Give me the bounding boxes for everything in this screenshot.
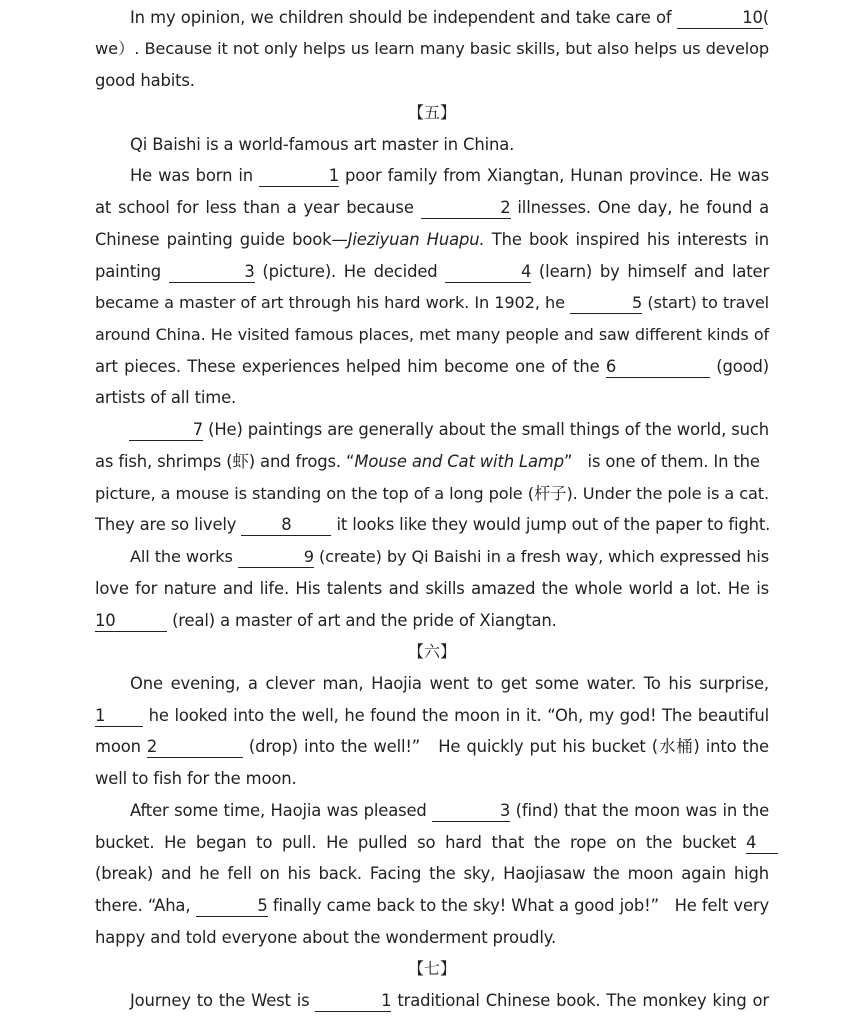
text-line: [130, 7, 769, 29]
answer-blank-10[interactable]: [95, 612, 167, 632]
text-segment: (find) that the moon was in the: [515, 801, 770, 820]
text-segment: In my opinion, we children should be independent and take care of: [130, 8, 672, 27]
text-line: [95, 705, 769, 727]
text-segment: (start) to travel: [647, 293, 769, 312]
text-segment: Journey to the West is: [130, 991, 310, 1010]
blank-number: 4: [520, 262, 532, 281]
answer-blank-5[interactable]: [570, 294, 642, 314]
text-segment: The book inspired his interests in: [491, 230, 769, 249]
text-segment: well to fish for the moon.: [95, 769, 297, 788]
text-segment: artists of all time.: [95, 388, 237, 407]
text-line: [95, 387, 769, 409]
text-segment: love for nature and life. His talents and skills amazed the whole world a lot. He is: [95, 579, 769, 598]
text-segment: painting: [95, 262, 161, 281]
blank-number: 3: [244, 262, 255, 281]
blank-number: 4: [746, 833, 757, 852]
answer-blank-10[interactable]: [677, 9, 763, 29]
text-segment: there. “Aha,: [95, 896, 191, 915]
text-segment: poor family from Xiangtan, Hunan province. He was: [345, 166, 770, 185]
text-segment: Chinese painting guide book—: [95, 230, 348, 249]
answer-blank-2[interactable]: [147, 738, 243, 758]
text-segment: One evening, a clever man, Haojia went to get some water. To his surprise,: [130, 674, 769, 693]
text-line: [95, 70, 769, 92]
text-segment: Qi Baishi is a world-famous art master in China.: [130, 135, 515, 154]
text-line: [95, 610, 769, 632]
section-header-six: 【六】: [407, 642, 456, 661]
blank-number: 1: [381, 991, 392, 1010]
text-line: [95, 927, 769, 949]
blank-number: 2: [500, 198, 511, 217]
answer-blank-1[interactable]: [259, 167, 339, 187]
answer-blank-1[interactable]: [95, 707, 143, 727]
text-segment: bucket. He began to pull. He pulled so hard that the rope on the bucket: [95, 833, 737, 852]
section-header-seven: 【七】: [407, 959, 456, 978]
text-segment: (: [762, 8, 769, 27]
text-segment: at school for less than a year because: [95, 198, 414, 217]
text-segment: around China. He visited famous places, met many people and saw different kinds of: [95, 325, 769, 344]
text-line: [95, 736, 769, 758]
text-line: [130, 800, 769, 822]
text-segment: became a master of art through his hard work. In 1902, he: [95, 293, 565, 312]
text-line: [129, 419, 769, 441]
text-segment: ” is one of them. In the: [563, 452, 760, 471]
text-segment: as fish, shrimps (虾) and frogs. “: [95, 452, 355, 471]
answer-blank-7[interactable]: [129, 421, 203, 441]
text-segment: (create) by Qi Baishi in a fresh way, which expressed his: [318, 547, 769, 566]
section-header-five: 【五】: [407, 103, 456, 122]
text-segment: illnesses. One day, he found a: [517, 198, 770, 217]
text-segment: traditional Chinese book. The monkey king or: [397, 991, 769, 1010]
answer-blank-6[interactable]: [606, 358, 710, 378]
blank-number: 9: [303, 547, 314, 566]
blank-number: 3: [499, 801, 511, 820]
text-segment: After some time, Haojia was pleased: [130, 801, 427, 820]
answer-blank-5[interactable]: [196, 897, 268, 917]
text-line: [95, 863, 769, 885]
blank-number: 8: [281, 515, 292, 534]
blank-number: 2: [146, 737, 158, 756]
text-line: [95, 197, 769, 219]
text-line: [130, 165, 769, 187]
blank-number: 5: [631, 293, 643, 312]
answer-blank-1[interactable]: [315, 992, 391, 1012]
text-line: [130, 673, 769, 695]
text-segment: All the works: [130, 547, 233, 566]
blank-number: 10: [95, 611, 116, 630]
text-line: [95, 514, 769, 536]
text-segment: picture, a mouse is standing on the top of a long pole (杆子). Under the pole is a cat.: [95, 484, 769, 503]
text-segment: They are so lively: [95, 515, 237, 534]
text-segment: (picture). He decided: [262, 262, 438, 281]
text-segment: (drop) into the well!” He quickly put his bucket (水桶) into the: [248, 737, 769, 756]
text-line: [95, 292, 769, 314]
text-segment: happy and told everyone about the wonderment proudly.: [95, 928, 557, 947]
text-segment: (He) paintings are generally about the small things of the world, such: [208, 420, 770, 439]
text-line: [95, 578, 769, 600]
text-segment: moon: [95, 737, 141, 756]
text-line: [95, 895, 769, 917]
text-line: [95, 356, 769, 378]
blank-number: 6: [605, 357, 617, 376]
text-line: [95, 324, 769, 346]
text-segment: he looked into the well, he found the moon in it. “Oh, my god! The beautiful: [148, 706, 769, 725]
book-title: Jieziyuan Huapu.: [347, 230, 485, 249]
text-segment: (learn) by himself and later: [538, 262, 770, 281]
answer-blank-4[interactable]: [445, 263, 531, 283]
blank-number: 7: [192, 420, 203, 439]
painting-title: Mouse and Cat with Lamp: [354, 452, 564, 471]
text-segment: finally came back to the sky! What a good job!” He felt very: [272, 896, 770, 915]
text-segment: (real) a master of art and the pride of Xiangtan.: [172, 611, 557, 630]
text-line: [95, 483, 769, 505]
text-segment: we）. Because it not only helps us learn many basic skills, but also helps us develop: [95, 39, 769, 58]
text-segment: (break) and he fell on his back. Facing the sky, Haojiasaw the moon again high: [95, 864, 769, 883]
text-line: [95, 768, 769, 790]
blank-number: 1: [95, 706, 106, 725]
answer-blank-8[interactable]: [241, 516, 331, 536]
text-line: [130, 990, 769, 1012]
text-line: [95, 38, 769, 60]
blank-number: 5: [257, 896, 268, 915]
text-segment: good habits.: [95, 71, 195, 90]
text-line: [95, 451, 769, 473]
blank-number: 1: [328, 166, 339, 185]
text-line: [130, 546, 769, 568]
blank-number: 10: [742, 8, 763, 27]
text-segment: art pieces. These experiences helped him become one of the: [95, 357, 600, 376]
answer-blank-3[interactable]: [169, 263, 255, 283]
text-line: [95, 832, 778, 854]
text-segment: (good): [716, 357, 769, 376]
text-segment: He was born in: [130, 166, 253, 185]
text-line: [130, 134, 769, 156]
answer-blank-4[interactable]: [746, 834, 778, 854]
answer-blank-9[interactable]: [238, 548, 314, 568]
text-line: [95, 261, 769, 283]
answer-blank-3[interactable]: [432, 802, 510, 822]
answer-blank-2[interactable]: [421, 199, 511, 219]
text-segment: it looks like they would jump out of the paper to fight.: [336, 515, 771, 534]
text-line: [95, 229, 769, 251]
